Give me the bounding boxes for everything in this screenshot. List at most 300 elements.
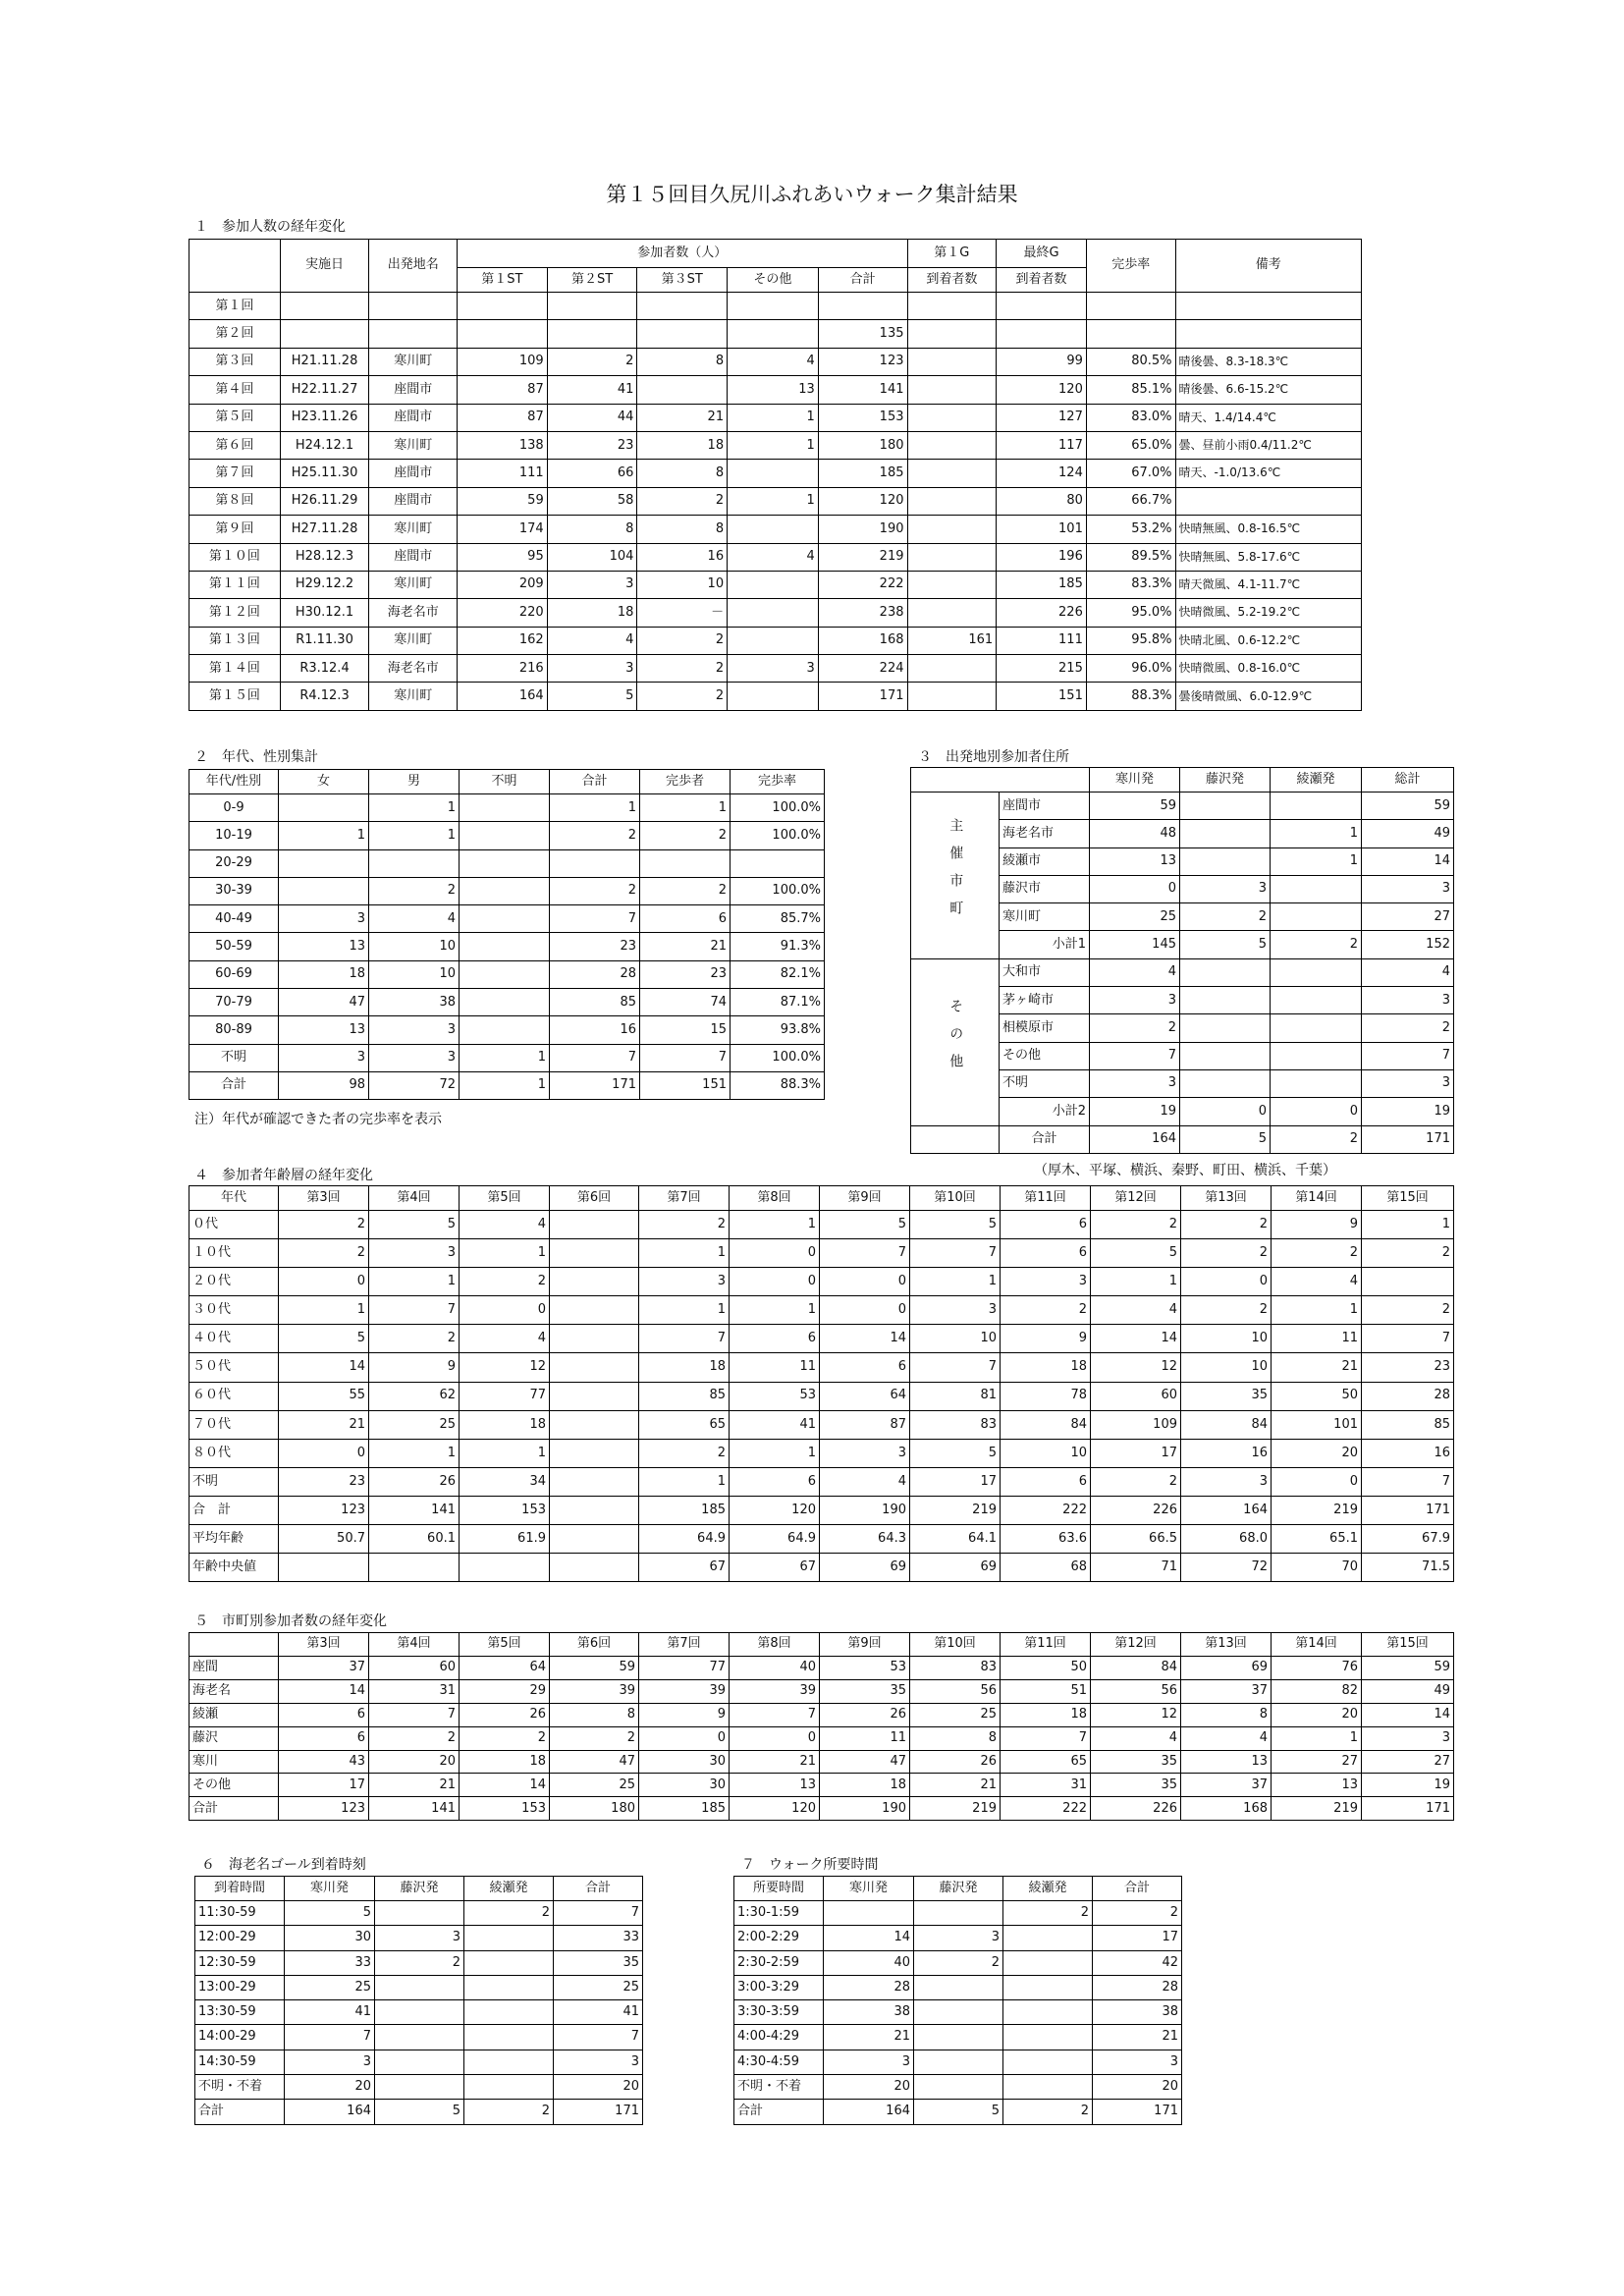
table-row xyxy=(189,571,1362,598)
data-cell: 23 xyxy=(640,960,731,988)
table-row xyxy=(189,1703,1454,1726)
data-cell xyxy=(914,2075,1003,2100)
header-cell: 到着時間 xyxy=(195,1877,285,1901)
data-cell: 31 xyxy=(1001,1774,1091,1797)
data-cell xyxy=(458,293,548,320)
data-cell: 3 xyxy=(820,1439,910,1467)
section-7-heading: ７ ウォーク所要時間 xyxy=(741,1857,879,1873)
data-cell: 63.6 xyxy=(1001,1525,1091,1554)
data-cell xyxy=(280,293,369,320)
data-cell: 82.1% xyxy=(731,960,825,988)
data-cell xyxy=(550,1353,639,1382)
data-cell: 21 xyxy=(1093,2025,1182,2050)
data-cell: 222 xyxy=(1001,1496,1091,1524)
city-history-table xyxy=(189,1632,1454,1821)
data-cell: 209 xyxy=(458,571,548,598)
data-cell: 53.2% xyxy=(1086,516,1175,543)
data-cell: 64 xyxy=(820,1382,910,1410)
data-cell xyxy=(728,683,819,710)
data-cell: 100.0% xyxy=(731,877,825,904)
data-cell: 85 xyxy=(550,989,640,1016)
row-label: 4:00-4:29 xyxy=(734,2025,824,2050)
data-cell: 21 xyxy=(824,2025,914,2050)
data-cell: 84 xyxy=(1091,1657,1181,1680)
data-cell: 5 xyxy=(910,1211,1001,1239)
data-cell: 14 xyxy=(1091,1325,1181,1353)
data-cell: 35 xyxy=(1181,1382,1272,1410)
data-cell xyxy=(369,293,458,320)
data-cell xyxy=(1180,1069,1271,1097)
row-label: 海老名 xyxy=(189,1679,279,1703)
data-cell: 2 xyxy=(460,1726,550,1750)
table-row xyxy=(189,1211,1454,1239)
data-cell: 9 xyxy=(1001,1325,1091,1353)
row-label: 合計 xyxy=(734,2100,824,2124)
data-cell: H23.11.26 xyxy=(280,404,369,431)
data-cell xyxy=(1175,320,1361,348)
data-cell: 67.0% xyxy=(1086,460,1175,487)
data-cell: 7 xyxy=(730,1703,820,1726)
data-cell xyxy=(460,933,550,960)
data-cell: 1 xyxy=(730,1296,820,1325)
data-cell: 38 xyxy=(1093,2000,1182,2025)
data-cell xyxy=(907,320,997,348)
data-cell: 76 xyxy=(1272,1657,1362,1680)
data-cell: 座間市 xyxy=(369,460,458,487)
data-cell xyxy=(464,1975,554,1999)
data-cell: 28 xyxy=(1093,1975,1182,1999)
data-cell: 5 xyxy=(914,2100,1003,2124)
data-cell: 1 xyxy=(1271,847,1362,875)
row-label: 第５回 xyxy=(189,404,281,431)
data-cell: 138 xyxy=(458,431,548,459)
data-cell xyxy=(731,849,825,877)
data-cell: 6 xyxy=(1001,1467,1091,1496)
table-row xyxy=(189,1353,1454,1382)
data-cell xyxy=(907,516,997,543)
table-row xyxy=(734,2000,1182,2025)
data-cell xyxy=(279,877,369,904)
table-row xyxy=(189,1439,1454,1467)
data-cell: 95.0% xyxy=(1086,599,1175,627)
data-cell: 95.8% xyxy=(1086,627,1175,654)
data-cell: 3 xyxy=(554,2050,643,2074)
data-cell: 2 xyxy=(279,1211,369,1239)
header-other: その他 xyxy=(728,268,819,293)
data-cell: 3 xyxy=(547,571,637,598)
data-cell: 190 xyxy=(820,1496,910,1524)
data-cell xyxy=(728,599,819,627)
data-cell: 海老名市 xyxy=(369,599,458,627)
data-cell: 1 xyxy=(639,1467,730,1496)
data-cell: R4.12.3 xyxy=(280,683,369,710)
data-cell xyxy=(1003,2000,1093,2025)
data-cell: 25 xyxy=(554,1975,643,1999)
data-cell: 5 xyxy=(375,2100,464,2124)
row-label: 2:00-2:29 xyxy=(734,1926,824,1950)
row-label: １０代 xyxy=(189,1239,279,1268)
header-cell: 藤沢発 xyxy=(375,1877,464,1901)
group-label xyxy=(911,793,1000,959)
data-cell: 14 xyxy=(460,1774,550,1797)
table-row xyxy=(195,2100,643,2124)
data-cell: 70 xyxy=(1272,1554,1362,1582)
row-label: 茅ヶ崎市 xyxy=(1000,987,1090,1014)
header-cell: 合計 xyxy=(550,770,640,794)
header-samukawa: 寒川発 xyxy=(1090,768,1180,793)
data-cell: 58 xyxy=(547,487,637,515)
data-cell: 2 xyxy=(1003,2100,1093,2124)
row-label: ４０代 xyxy=(189,1325,279,1353)
header-cell: 第8回 xyxy=(730,1633,820,1657)
table-row xyxy=(189,1296,1454,1325)
table-row xyxy=(911,793,1454,820)
data-cell: 80.5% xyxy=(1086,348,1175,375)
header-ayase: 綾瀬発 xyxy=(1271,768,1362,793)
data-cell: 14 xyxy=(824,1926,914,1950)
data-cell: 26 xyxy=(369,1467,460,1496)
data-cell: 座間市 xyxy=(369,404,458,431)
document-title: 第１５回目久尻川ふれあいウォーク集計結果 xyxy=(606,183,1018,206)
header-cell: 寒川発 xyxy=(285,1877,375,1901)
table-row xyxy=(189,1467,1454,1496)
data-cell: 26 xyxy=(820,1703,910,1726)
data-cell: 13 xyxy=(730,1774,820,1797)
header-place: 出発地名 xyxy=(369,240,458,293)
data-cell: 12 xyxy=(460,1353,550,1382)
table-row xyxy=(189,683,1362,710)
data-cell: 座間市 xyxy=(369,543,458,571)
data-cell: 64.1 xyxy=(910,1525,1001,1554)
data-cell: 5 xyxy=(1180,1125,1271,1153)
data-cell: 21 xyxy=(279,1410,369,1439)
header-cell: 第9回 xyxy=(820,1633,910,1657)
row-label: 3:00-3:29 xyxy=(734,1975,824,1999)
data-cell: 3 xyxy=(1362,987,1454,1014)
data-cell: 20 xyxy=(824,2075,914,2100)
data-cell xyxy=(907,599,997,627)
data-cell: 6 xyxy=(730,1467,820,1496)
data-cell: 47 xyxy=(550,1750,639,1774)
data-cell: 95 xyxy=(458,543,548,571)
data-cell: 13 xyxy=(279,1016,369,1044)
data-cell: 2 xyxy=(1362,1239,1454,1268)
data-cell: 48 xyxy=(1090,820,1180,847)
data-cell xyxy=(460,794,550,822)
data-cell: 171 xyxy=(554,2100,643,2124)
data-cell: 7 xyxy=(550,905,640,933)
data-cell xyxy=(464,1950,554,1975)
data-cell: 2 xyxy=(637,487,728,515)
data-cell: 19 xyxy=(1362,1098,1454,1125)
data-cell: 13 xyxy=(1181,1750,1272,1774)
row-label: 第２回 xyxy=(189,320,281,348)
data-cell: 84 xyxy=(1181,1410,1272,1439)
header-cell: 年代/性別 xyxy=(189,770,279,794)
data-cell: 16 xyxy=(1362,1439,1454,1467)
data-cell: 快晴微風、0.8-16.0℃ xyxy=(1175,655,1361,683)
table-row xyxy=(189,1774,1454,1797)
section-4-heading: ４ 参加者年齢層の経年変化 xyxy=(194,1168,373,1183)
data-cell: 晴後曇、8.3-18.3℃ xyxy=(1175,348,1361,375)
data-cell: 快晴無風、0.8-16.5℃ xyxy=(1175,516,1361,543)
data-cell: 215 xyxy=(997,655,1087,683)
data-cell: 59 xyxy=(1362,1657,1454,1680)
data-cell: H27.11.28 xyxy=(280,516,369,543)
row-label: その他 xyxy=(1000,1042,1090,1069)
data-cell: 寒川町 xyxy=(369,516,458,543)
data-cell: 海老名市 xyxy=(369,655,458,683)
data-cell: 153 xyxy=(460,1496,550,1524)
data-cell: 7 xyxy=(1362,1042,1454,1069)
data-cell: 42 xyxy=(1093,1950,1182,1975)
table-row xyxy=(189,989,825,1016)
data-cell: 7 xyxy=(369,1296,460,1325)
data-cell: 100.0% xyxy=(731,822,825,849)
data-cell xyxy=(1003,2050,1093,2074)
data-cell: 9 xyxy=(639,1703,730,1726)
data-cell: 晴天微風、4.1-11.7℃ xyxy=(1175,571,1361,598)
data-cell xyxy=(375,2000,464,2025)
data-cell: 123 xyxy=(279,1797,369,1821)
data-cell xyxy=(460,849,550,877)
data-cell: 7 xyxy=(369,1703,460,1726)
data-cell xyxy=(1180,958,1271,986)
data-cell: 0 xyxy=(279,1268,369,1296)
data-cell: 120 xyxy=(818,487,907,515)
data-cell: 226 xyxy=(1091,1496,1181,1524)
data-cell xyxy=(550,1239,639,1268)
table-row xyxy=(189,933,825,960)
table-row xyxy=(189,1071,825,1099)
data-cell: 120 xyxy=(730,1797,820,1821)
data-cell: 69 xyxy=(910,1554,1001,1582)
group-label xyxy=(911,958,1000,1125)
row-label: ３０代 xyxy=(189,1296,279,1325)
data-cell: 38 xyxy=(369,989,460,1016)
data-cell: 56 xyxy=(910,1679,1001,1703)
data-cell: 5 xyxy=(910,1439,1001,1467)
data-cell: 12 xyxy=(1091,1703,1181,1726)
data-cell: 20 xyxy=(285,2075,375,2100)
table-row xyxy=(195,2025,643,2050)
data-cell: 28 xyxy=(824,1975,914,1999)
data-cell: 25 xyxy=(1090,903,1180,931)
header-cell: 第7回 xyxy=(639,1186,730,1211)
row-label: 30-39 xyxy=(189,877,279,904)
row-label: 海老名市 xyxy=(1000,820,1090,847)
data-cell: 16 xyxy=(550,1016,640,1044)
data-cell: 153 xyxy=(818,404,907,431)
data-cell: 93.8% xyxy=(731,1016,825,1044)
data-cell xyxy=(547,293,637,320)
table-row xyxy=(734,1975,1182,1999)
data-cell xyxy=(369,320,458,348)
row-label: 第７回 xyxy=(189,460,281,487)
data-cell: 17 xyxy=(1091,1439,1181,1467)
data-cell: 0 xyxy=(730,1239,820,1268)
data-cell: 2 xyxy=(460,1268,550,1296)
header-cell: 綾瀬発 xyxy=(464,1877,554,1901)
data-cell xyxy=(1271,958,1362,986)
row-label: 第１４回 xyxy=(189,655,281,683)
row-label: 14:30-59 xyxy=(195,2050,285,2074)
data-cell xyxy=(375,1975,464,1999)
data-cell: 1 xyxy=(639,1239,730,1268)
data-cell: 18 xyxy=(639,1353,730,1382)
data-cell: 晴天、1.4/14.4℃ xyxy=(1175,404,1361,431)
data-cell: 2 xyxy=(914,1950,1003,1975)
data-cell: 168 xyxy=(818,627,907,654)
data-cell xyxy=(728,293,819,320)
data-cell: 67 xyxy=(639,1554,730,1582)
header-cell: 合計 xyxy=(554,1877,643,1901)
data-cell: 98 xyxy=(279,1071,369,1099)
data-cell xyxy=(907,543,997,571)
header-cell: 第12回 xyxy=(1091,1633,1181,1657)
header-fujisawa: 藤沢発 xyxy=(1180,768,1271,793)
data-cell: 20 xyxy=(1272,1439,1362,1467)
header-cell: 所要時間 xyxy=(734,1877,824,1901)
data-cell: 0 xyxy=(1180,1098,1271,1125)
header-cell: 第14回 xyxy=(1272,1633,1362,1657)
table-row xyxy=(189,1382,1454,1410)
data-cell: 4 xyxy=(728,348,819,375)
row-label: 第１０回 xyxy=(189,543,281,571)
data-cell: 7 xyxy=(820,1239,910,1268)
data-cell xyxy=(550,1496,639,1524)
data-cell xyxy=(1003,2025,1093,2050)
table-row xyxy=(189,1268,1454,1296)
data-cell: 35 xyxy=(1091,1750,1181,1774)
data-cell: 60.1 xyxy=(369,1525,460,1554)
header-cell: 第4回 xyxy=(369,1186,460,1211)
row-label: ８０代 xyxy=(189,1439,279,1467)
data-cell: 120 xyxy=(730,1496,820,1524)
residence-by-start-table xyxy=(910,767,1454,1154)
data-cell: 185 xyxy=(639,1496,730,1524)
data-cell xyxy=(460,960,550,988)
data-cell: 21 xyxy=(1272,1353,1362,1382)
table-row xyxy=(189,1525,1454,1554)
data-cell: 27 xyxy=(1272,1750,1362,1774)
row-label: 4:30-4:59 xyxy=(734,2050,824,2074)
data-cell: 27 xyxy=(1362,1750,1454,1774)
header-grand-total: 総計 xyxy=(1362,768,1454,793)
data-cell: 2 xyxy=(1181,1211,1272,1239)
data-cell: 49 xyxy=(1362,1679,1454,1703)
data-cell: 2 xyxy=(1090,1014,1180,1042)
row-label: 80-89 xyxy=(189,1016,279,1044)
data-cell: 180 xyxy=(550,1797,639,1821)
data-cell: 226 xyxy=(997,599,1087,627)
table-row xyxy=(195,1926,643,1950)
data-cell: 13 xyxy=(279,933,369,960)
data-cell: 50 xyxy=(1001,1657,1091,1680)
data-cell xyxy=(375,1901,464,1926)
data-cell: 2 xyxy=(639,1439,730,1467)
table-row xyxy=(189,627,1362,654)
data-cell: 0 xyxy=(1271,1098,1362,1125)
data-cell: 35 xyxy=(820,1679,910,1703)
data-cell: 171 xyxy=(1362,1496,1454,1524)
row-label: 平均年齢 xyxy=(189,1525,279,1554)
table-row xyxy=(189,431,1362,459)
header-cell: 合計 xyxy=(1093,1877,1182,1901)
table-row xyxy=(911,958,1454,986)
table-row xyxy=(734,2075,1182,2100)
data-cell: 6 xyxy=(1001,1211,1091,1239)
table-row xyxy=(195,1950,643,1975)
data-cell xyxy=(279,794,369,822)
data-cell: 185 xyxy=(639,1797,730,1821)
data-cell: H26.11.29 xyxy=(280,487,369,515)
data-cell xyxy=(907,655,997,683)
row-label: 第４回 xyxy=(189,376,281,404)
data-cell: 1 xyxy=(369,794,460,822)
data-cell: 82 xyxy=(1272,1679,1362,1703)
data-cell: 0 xyxy=(820,1296,910,1325)
data-cell: 快晴微風、5.2-19.2℃ xyxy=(1175,599,1361,627)
data-cell: 226 xyxy=(1091,1797,1181,1821)
data-cell: 37 xyxy=(1181,1774,1272,1797)
data-cell: 62 xyxy=(369,1382,460,1410)
data-cell: 7 xyxy=(910,1353,1001,1382)
data-cell: 18 xyxy=(279,960,369,988)
data-cell: 219 xyxy=(1272,1797,1362,1821)
header-cell: 完歩者 xyxy=(640,770,731,794)
data-cell xyxy=(640,849,731,877)
data-cell: 19 xyxy=(1362,1774,1454,1797)
header-cell: 男 xyxy=(369,770,460,794)
header-gfinal-bottom: 到着者数 xyxy=(997,268,1087,293)
data-cell: 23 xyxy=(1362,1353,1454,1382)
data-cell: 123 xyxy=(818,348,907,375)
data-cell: 座間市 xyxy=(369,487,458,515)
data-cell: 219 xyxy=(910,1797,1001,1821)
data-cell: 27 xyxy=(1362,903,1454,931)
table-row xyxy=(189,1726,1454,1750)
data-cell: 21 xyxy=(637,404,728,431)
table-row xyxy=(189,849,825,877)
row-label: 14:00-29 xyxy=(195,2025,285,2050)
table-row xyxy=(189,1797,1454,1821)
data-cell: 26 xyxy=(460,1703,550,1726)
data-cell xyxy=(369,849,460,877)
data-cell: 65.0% xyxy=(1086,431,1175,459)
data-cell: 8 xyxy=(637,460,728,487)
data-cell: 109 xyxy=(1091,1410,1181,1439)
data-cell: 80 xyxy=(997,487,1087,515)
header-cell: 藤沢発 xyxy=(914,1877,1003,1901)
data-cell: 5 xyxy=(279,1325,369,1353)
data-cell: 1 xyxy=(460,1044,550,1071)
table-row xyxy=(189,599,1362,627)
data-cell: 寒川町 xyxy=(369,571,458,598)
data-cell: 1 xyxy=(369,1439,460,1467)
data-cell xyxy=(1180,1014,1271,1042)
data-cell: 3 xyxy=(1362,1069,1454,1097)
data-cell: 33 xyxy=(554,1926,643,1950)
row-label: 不明・不着 xyxy=(734,2075,824,2100)
row-label: 3:30-3:59 xyxy=(734,2000,824,2025)
row-label: 50-59 xyxy=(189,933,279,960)
data-cell: 16 xyxy=(637,543,728,571)
data-cell: 238 xyxy=(818,599,907,627)
data-cell: 141 xyxy=(369,1797,460,1821)
data-cell: 3 xyxy=(375,1926,464,1950)
data-cell xyxy=(907,293,997,320)
